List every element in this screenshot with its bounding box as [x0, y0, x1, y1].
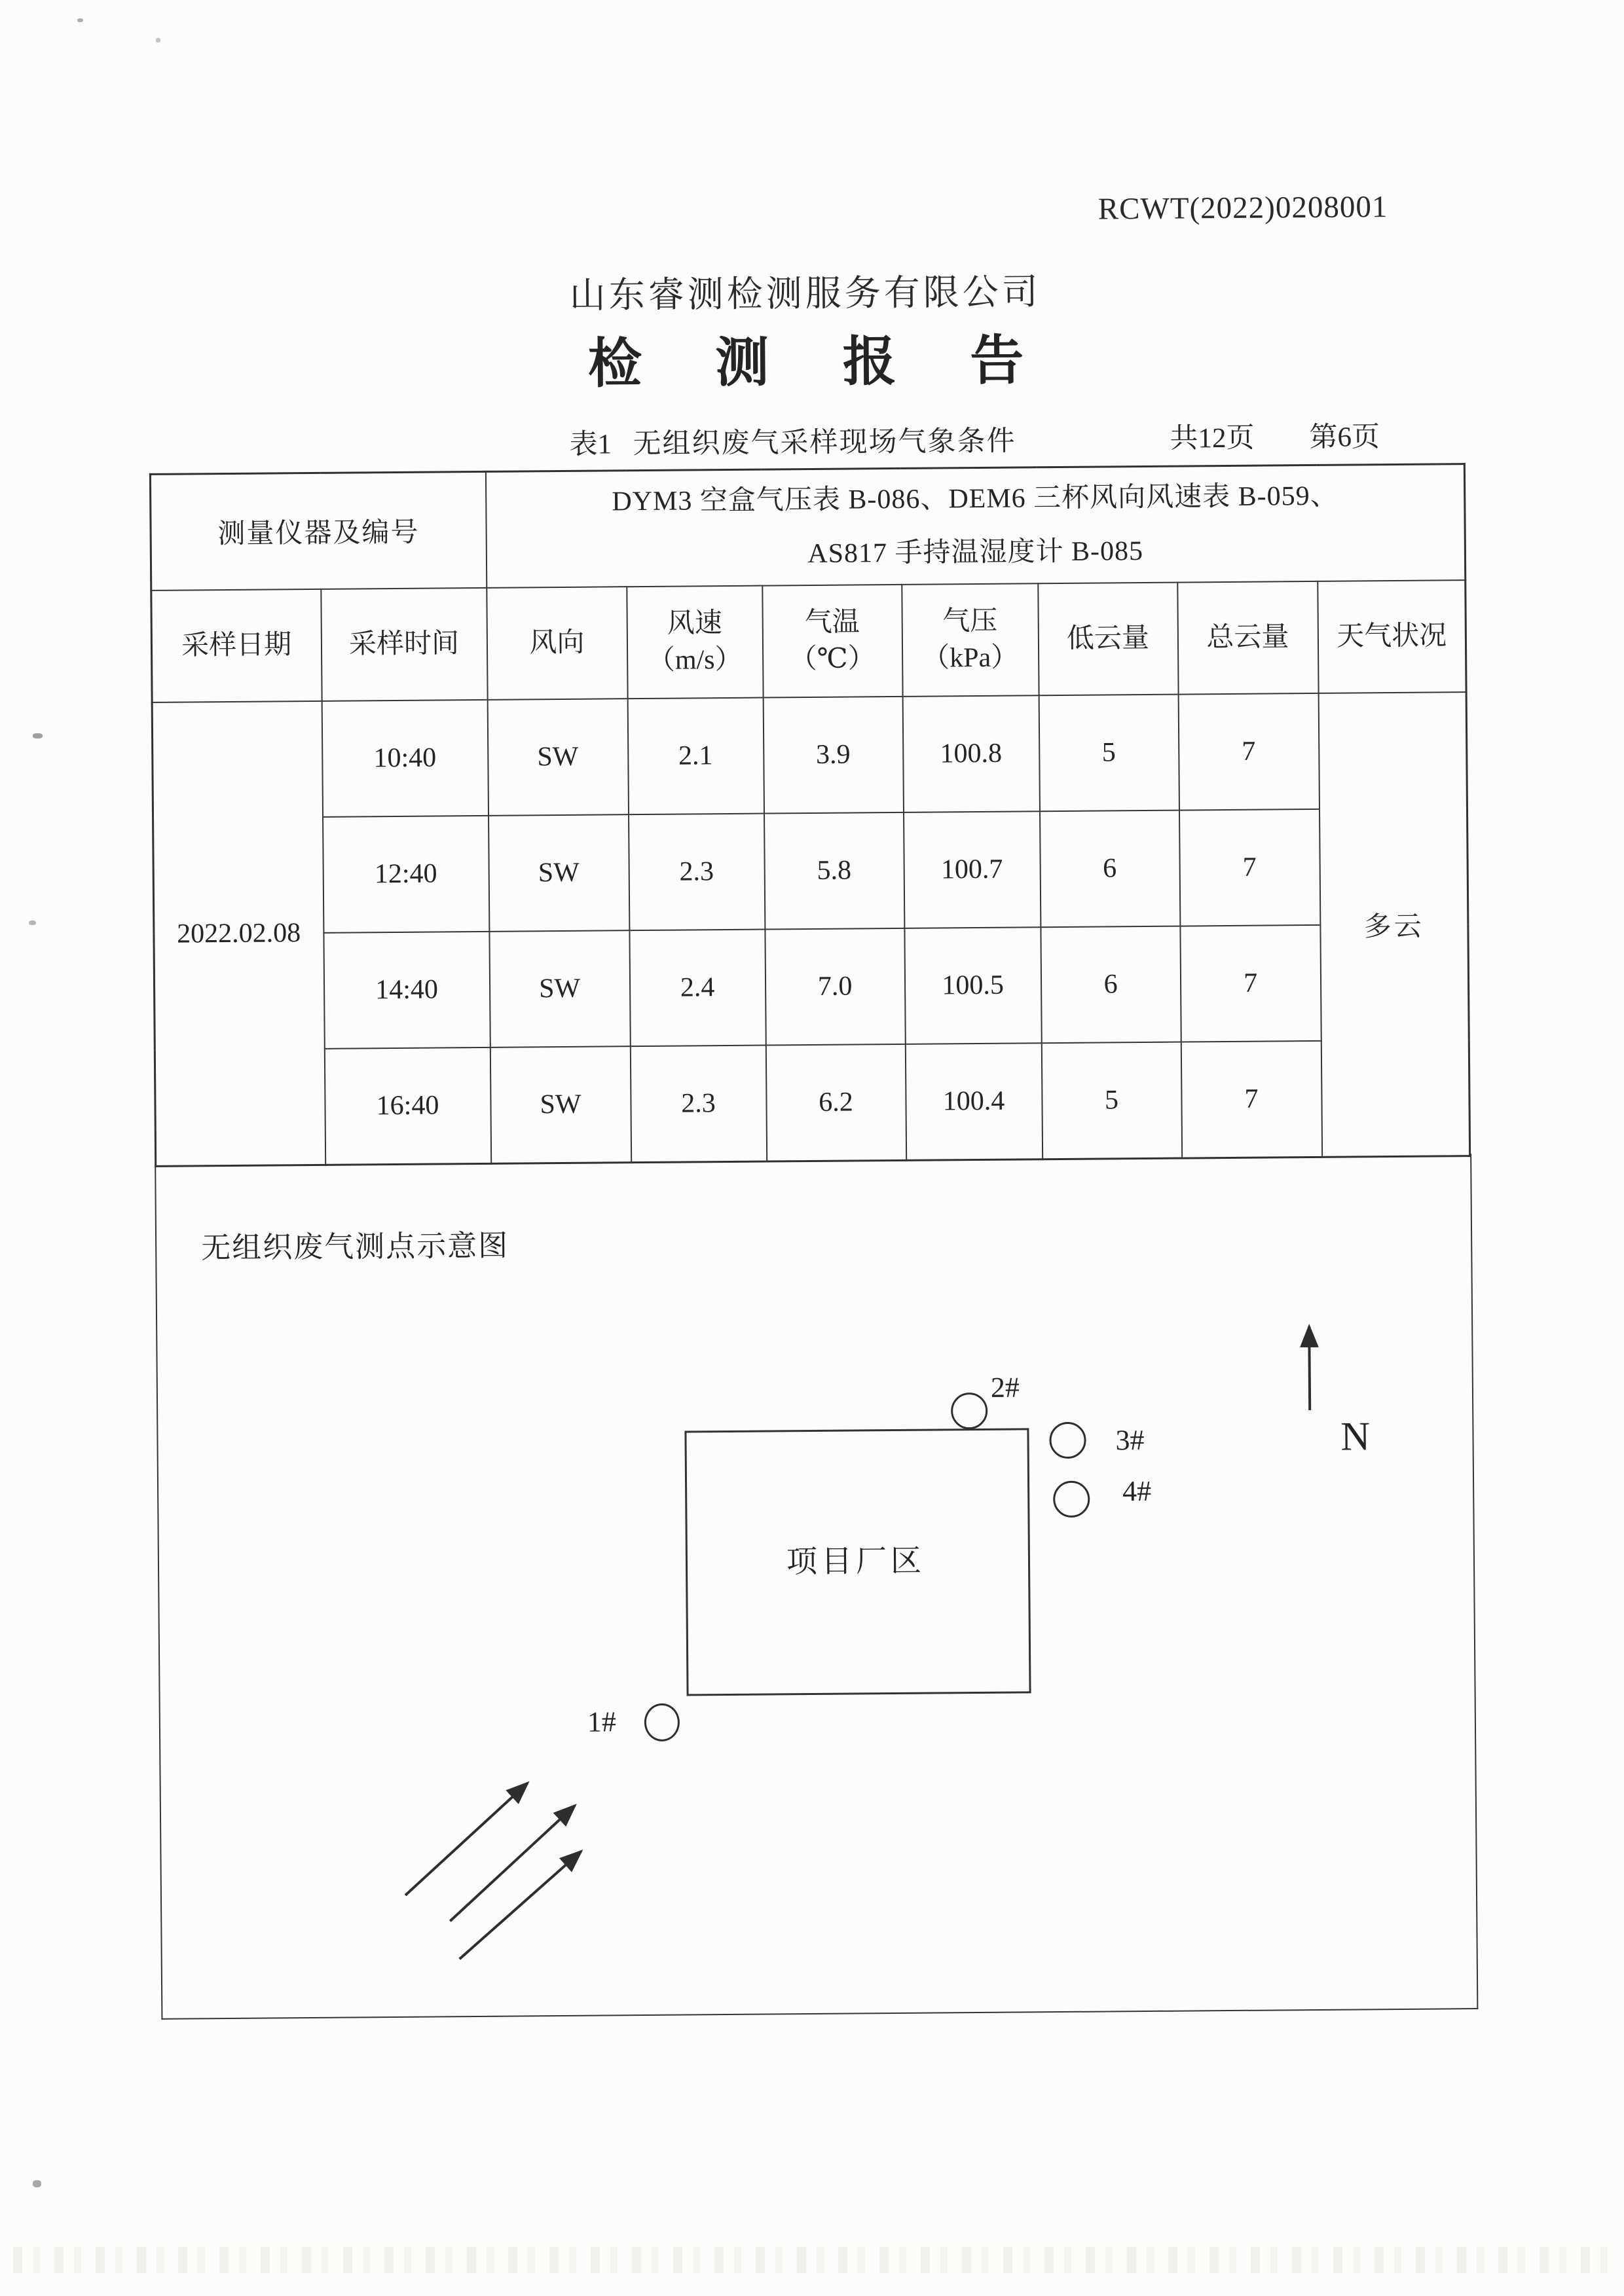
- table-row: [153, 808, 1468, 934]
- sampling-point-1-marker: [644, 1704, 680, 1741]
- col-temp-line1: 气温: [804, 607, 860, 638]
- page-number: 第6页: [1309, 422, 1380, 454]
- cell-wind-speed: 2.3: [630, 1045, 766, 1163]
- cell-wind-speed: 2.4: [629, 929, 766, 1046]
- col-wind-dir: 风向: [487, 587, 627, 700]
- cell-pressure: 100.8: [902, 695, 1039, 812]
- cell-temp: 5.8: [764, 812, 904, 929]
- cell-time: 10:40: [322, 699, 488, 816]
- scan-noise-band: [13, 2247, 1611, 2273]
- sampling-point-4-marker: [1053, 1481, 1090, 1518]
- scan-artifact: [33, 733, 43, 738]
- scan-artifact: [156, 38, 160, 43]
- cell-low-cloud: 5: [1041, 1042, 1181, 1159]
- weather-conditions-table: [149, 463, 1471, 1167]
- cell-pressure: 100.7: [904, 811, 1041, 928]
- sampling-point-1-label: 1#: [587, 1705, 617, 1738]
- total-pages: 共12页: [1170, 422, 1255, 454]
- col-wind-speed-line1: 风速: [667, 608, 722, 639]
- scan-artifact: [77, 18, 83, 22]
- table-header-row: [151, 580, 1466, 702]
- cell-temp: 6.2: [766, 1044, 906, 1161]
- company-name: 山东睿测检测服务有限公司: [569, 272, 1042, 316]
- table-row: [152, 692, 1467, 818]
- table-caption-title: 无组织废气采样现场气象条件: [633, 426, 1016, 460]
- cell-wind-dir: SW: [487, 699, 628, 816]
- table-row: [155, 1040, 1469, 1167]
- col-weather: 天气状况: [1318, 580, 1466, 693]
- col-temp: [762, 584, 902, 697]
- cell-low-cloud: 6: [1040, 810, 1180, 927]
- sampling-point-2-marker: [951, 1393, 987, 1429]
- wind-arrow: [405, 1783, 528, 1895]
- cell-time: 12:40: [323, 815, 489, 932]
- instrument-list-cell: [485, 464, 1465, 588]
- table-row: [154, 924, 1469, 1050]
- cell-wind-speed: 2.3: [629, 813, 765, 930]
- cell-temp: 3.9: [763, 696, 903, 813]
- wind-arrow: [458, 1851, 581, 1959]
- col-time: 采样时间: [321, 587, 487, 701]
- report-id: RCWT(2022)0208001: [1098, 190, 1388, 227]
- cell-wind-speed: 2.1: [627, 697, 764, 814]
- north-arrow: [1309, 1326, 1310, 1410]
- cell-total-cloud: 7: [1181, 1040, 1321, 1158]
- col-pressure-line2: （kPa）: [921, 642, 1019, 674]
- sampling-point-4-label: 4#: [1122, 1474, 1152, 1508]
- scan-artifact: [29, 920, 36, 925]
- cell-pressure: 100.5: [904, 927, 1041, 1044]
- instrument-label-cell: 测量仪器及编号: [150, 471, 486, 590]
- cell-wind-dir: SW: [489, 930, 630, 1048]
- cell-low-cloud: 5: [1039, 694, 1179, 811]
- table-caption-label: 表1: [569, 429, 612, 460]
- cell-time: 14:40: [323, 931, 490, 1048]
- cell-low-cloud: 6: [1041, 926, 1181, 1043]
- sampling-point-3-marker: [1049, 1422, 1086, 1459]
- cell-total-cloud: 7: [1178, 693, 1319, 810]
- sampling-point-2-label: 2#: [990, 1371, 1020, 1404]
- col-pressure: [902, 583, 1039, 697]
- col-total-cloud: 总云量: [1177, 581, 1318, 694]
- col-pressure-line1: 气压: [942, 606, 998, 637]
- cell-pressure: 100.4: [905, 1043, 1042, 1161]
- instrument-line-1: DYM3 空盒气压表 B-086、DEM6 三杯风向风速表 B-059、: [612, 481, 1338, 517]
- table-row: [150, 464, 1465, 591]
- cell-total-cloud: 7: [1180, 924, 1321, 1042]
- col-wind-speed: [627, 585, 763, 699]
- col-low-cloud: 低云量: [1038, 582, 1178, 695]
- cell-temp: 7.0: [765, 928, 905, 1045]
- cell-weather: 多云: [1318, 692, 1470, 1157]
- instrument-line-2: AS817 手持温湿度计 B-085: [807, 536, 1144, 570]
- cell-wind-dir: SW: [489, 814, 629, 932]
- diagram-title: 无组织废气测点示意图: [201, 1229, 509, 1265]
- page-title: 检 测 报 告: [587, 331, 1054, 394]
- col-date: 采样日期: [151, 589, 322, 702]
- cell-total-cloud: 7: [1179, 809, 1320, 926]
- cell-date: 2022.02.08: [152, 701, 325, 1166]
- col-wind-speed-line2: （m/s）: [647, 644, 743, 676]
- sampling-point-3-label: 3#: [1115, 1424, 1145, 1457]
- wind-arrow: [449, 1806, 576, 1922]
- sampling-point-diagram: [155, 1154, 1478, 2020]
- cell-wind-dir: SW: [490, 1046, 631, 1164]
- north-label: N: [1340, 1414, 1371, 1459]
- factory-area-label: 项目厂区: [786, 1544, 926, 1580]
- scan-artifact: [33, 2180, 41, 2187]
- cell-time: 16:40: [324, 1047, 490, 1165]
- col-temp-line2: （℃）: [789, 644, 876, 675]
